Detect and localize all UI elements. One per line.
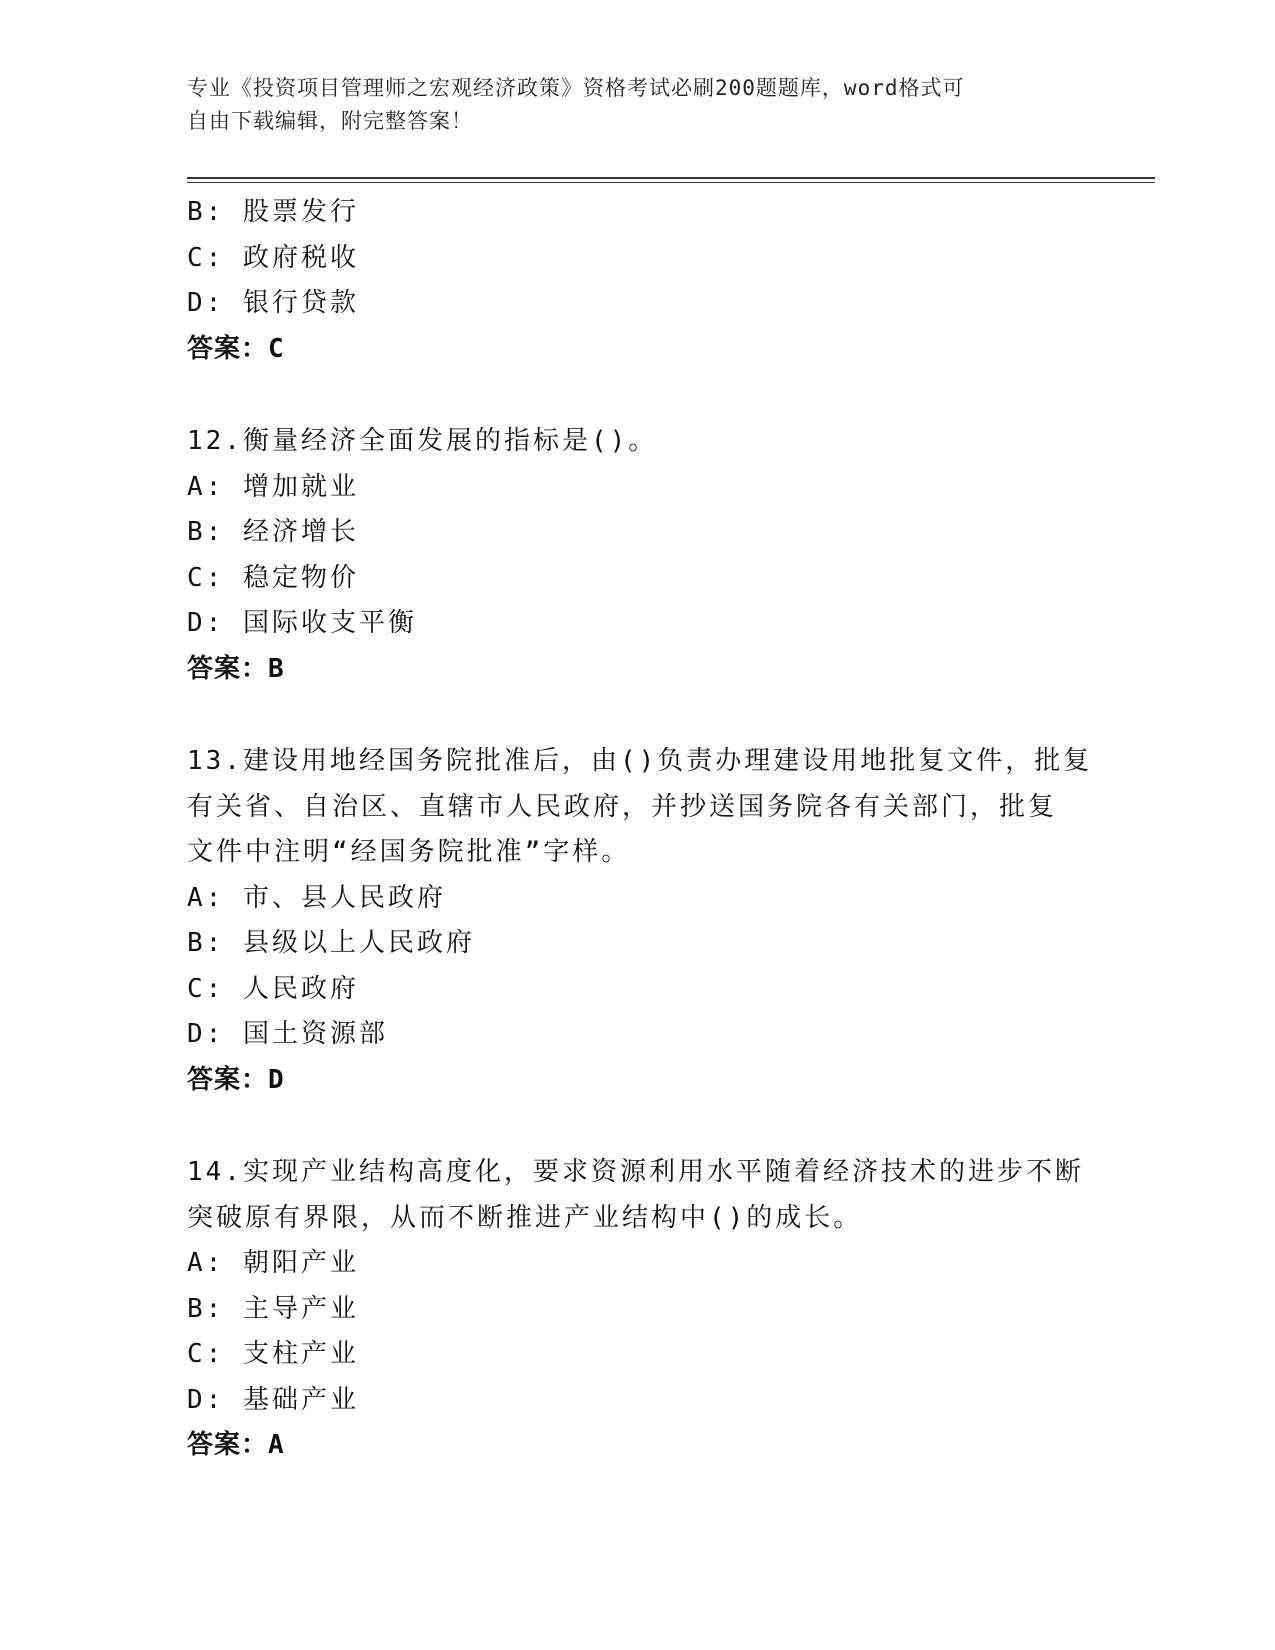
- question-stem: 12.衡量经济全面发展的指标是()。: [187, 426, 658, 456]
- answer: 答案：A: [187, 1430, 285, 1460]
- header-divider-thin: [187, 182, 1155, 183]
- header-divider-thick: [187, 177, 1155, 179]
- option-c: C: 政府税收: [187, 242, 359, 273]
- answer: 答案：C: [187, 333, 285, 364]
- option-d: D: 国际收支平衡: [187, 608, 417, 638]
- option-c: C: 人民政府: [187, 973, 359, 1004]
- question-14: [187, 1150, 1087, 1469]
- question-list: [187, 190, 1093, 1469]
- question-stem: 文件中注明“经国务院批准”字样。: [187, 837, 631, 867]
- question-stem: 14.实现产业结构高度化，要求资源利用水平随着经济技术的进步不断: [187, 1157, 1084, 1187]
- question-12: [187, 419, 1087, 692]
- option-a: A: 增加就业: [187, 471, 359, 502]
- option-b: B: 经济增长: [187, 517, 359, 547]
- option-b: B: 股票发行: [187, 197, 359, 227]
- option-d: D: 国土资源部: [187, 1019, 388, 1049]
- option-a: A: 朝阳产业: [187, 1248, 359, 1278]
- answer: 答案：D: [187, 1064, 285, 1095]
- option-a: A: 市、县人民政府: [187, 882, 446, 913]
- answer: 答案：B: [187, 653, 285, 684]
- question-11-tail: [187, 190, 1087, 372]
- question-13: [187, 739, 1093, 1103]
- option-d: D: 银行贷款: [187, 288, 359, 318]
- option-c: C: 稳定物价: [187, 562, 359, 593]
- option-b: B: 主导产业: [187, 1293, 359, 1324]
- header-line-2: 自由下载编辑，附完整答案！: [187, 109, 473, 133]
- header-line-1: 专业《投资项目管理师之宏观经济政策》资格考试必刷200题题库，word格式可: [187, 76, 965, 100]
- option-d: D: 基础产业: [187, 1384, 359, 1415]
- option-b: B: 县级以上人民政府: [187, 928, 475, 958]
- question-stem: 突破原有界限，从而不断推进产业结构中()的成长。: [187, 1202, 863, 1233]
- question-stem: 13.建设用地经国务院批准后，由()负责办理建设用地批复文件，批复: [187, 746, 1093, 776]
- option-c: C: 支柱产业: [187, 1339, 359, 1369]
- question-stem: 有关省、自治区、直辖市人民政府，并抄送国务院各有关部门，批复: [187, 791, 1058, 822]
- document-header: [187, 72, 1067, 138]
